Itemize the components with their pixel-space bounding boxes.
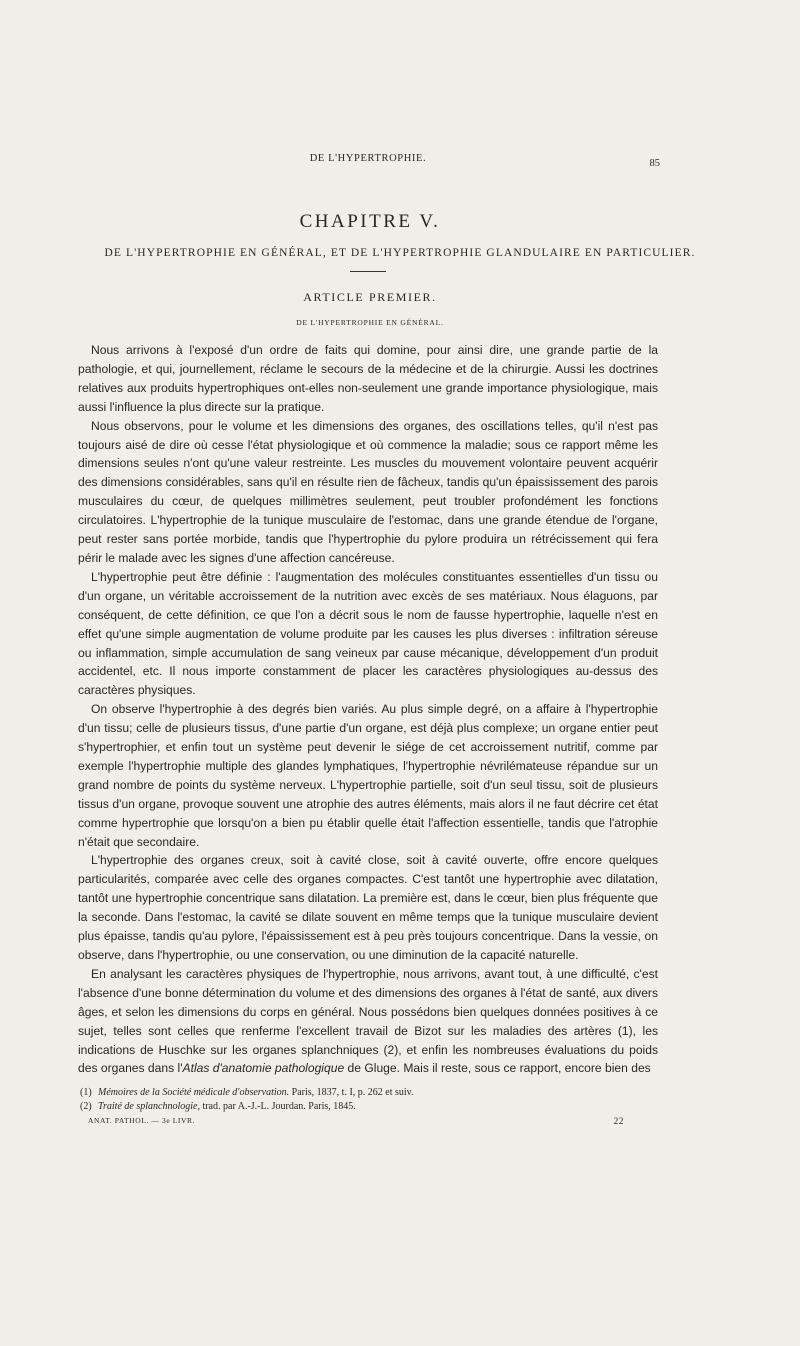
sheet-number: 22 bbox=[613, 1116, 624, 1126]
signature-label: ANAT. PATHOL. — 3e LIVR. bbox=[88, 1116, 196, 1125]
chapter-title: CHAPITRE V. bbox=[299, 211, 441, 232]
footnote-source: Traité de splanchnologie, bbox=[98, 1101, 200, 1112]
footnotes bbox=[80, 1086, 660, 1114]
footnote-number: (1) bbox=[80, 1087, 92, 1098]
footnote-1 bbox=[80, 1086, 660, 1100]
paragraph-6 bbox=[78, 965, 658, 1078]
paragraph-1: Nous arrivons à l'exposé d'un ordre de faits qui domine, pour ainsi dire, une grande partie de la pathologie, et qui, journellement, réclame le secours de la médecine et de la chirurgie. Aussi les doctrines relatives aux produits hypertrophiques ont-elles non-seulement une grande importance physiologique, mais aussi l'influence la plus directe sur la pratique. bbox=[78, 343, 658, 414]
paragraph-3: L'hypertrophie peut être définie : l'augmentation des molécules constituantes essentielles d'un tissu ou d'un organe, un véritable accroissement de la nutrition avec excès de ses matériaux. Nous élaguons, par conséquent, de cette définition, ce que l'on a décrit sous le nom de fausse hypertrophie, laquelle n'est en effet qu'une simple augmentation de volume produite par les causes les plus diverses : infiltration séreuse ou inflammation, simple accumulation de sang veineux par cause mécanique, développement d'un produit accidentel, etc. Il nous importe constamment de placer les caractères physiologiques au-dessus des caractères physiques. bbox=[78, 569, 658, 698]
footnote-detail: Paris, 1837, t. I, p. 262 et suiv. bbox=[289, 1087, 414, 1098]
paragraph-5: L'hypertrophie des organes creux, soit à cavité close, soit à cavité ouverte, offre encore quelques particularités, comparée avec celle des organes compactes. C'est tantôt une hypertrophie avec dilatation, tantôt une hypertrophie concentrique sans dilatation. La première est, dans le cœur, bien plus fréquente que la seconde. Dans l'estomac, la cavité se dilate souvent en même temps que la tunique musculaire devient plus épaisse, tandis qu'au pylore, l'épaississement est à peu près toujours concentrique. Dans la vessie, on observe, dans l'hypertrophie, ou une conservation, ou une diminution de la capacité naturelle. bbox=[78, 853, 658, 962]
chapter-subtitle: DE L'HYPERTROPHIE EN GÉNÉRAL, ET DE L'HYPERTROPHIE GLANDULAIRE EN PARTICULIER. bbox=[104, 247, 696, 259]
footnote-detail: trad. par A.-J.-L. Jourdan. Paris, 1845. bbox=[199, 1101, 356, 1112]
paragraph-2: Nous observons, pour le volume et les dimensions des organes, des oscillations telles, qu'il n'est pas toujours aisé de dire où cesse l'état physiologique et où commence la maladie; sous ce rapport même les dimensions seules n'ont qu'une valeur restreinte. Les muscles du mouvement volontaire peuvent acquérir des dimensions considérables, sans qu'il en résulte rien de fâcheux, tandis qu'un épaississement des parois musculaires du cœur, de quelques millimètres seulement, peut troubler profondément les fonctions circulatoires. L'hypertrophie de la tunique musculaire de l'estomac, dans une grande étendue de l'organe, peut rester sans portée morbide, tandis que l'hypertrophie du pylore produira un rétrécissement qui fera périr le malade avec les signes d'une affection cancéreuse. bbox=[78, 418, 658, 565]
footnote-2 bbox=[80, 1100, 660, 1114]
article-title: ARTICLE PREMIER. bbox=[303, 290, 437, 304]
atlas-title: Atlas d'anatomie pathologique bbox=[182, 1061, 345, 1076]
paragraph-6-text: En analysant les caractères physiques de l'hypertrophie, nous arrivons, avant tout, à une difficulté, c'est l'absence d'une bonne détermination du volume et des dimensions des organes à l'état de santé, aux divers âges, et selon les dimensions du corps en général. Nous possédons bien quelques données positives à ce sujet, telles sont celles que renferme l'excellent travail de Bizot sur les maladies des artères (1), les indications de Huschke sur les organes splanchniques (2), et enfin les nombreuses évaluations du poids des organes dans l' bbox=[78, 966, 658, 1076]
article-subtitle: DE L'HYPERTROPHIE EN GÉNÉRAL. bbox=[296, 318, 444, 327]
footnote-source: Mémoires de la Société médicale d'observation. bbox=[98, 1087, 290, 1098]
body-text bbox=[78, 341, 658, 1078]
running-head: DE L'HYPERTROPHIE. bbox=[309, 153, 427, 164]
printer-signature bbox=[88, 1116, 624, 1125]
section-divider bbox=[350, 271, 386, 272]
paragraph-4: On observe l'hypertrophie à des degrés bien variés. Au plus simple degré, on a affaire à l'hypertrophie d'un tissu; celle de plusieurs tissus, d'une partie d'un organe, est déjà plus complexe; un organe entier peut s'hypertrophier, et enfin tout un système peut devenir le siége de cet accroissement nutritif, comme par exemple l'hypertrophie multiple des glandes lymphatiques, l'hypertrophie névrilémateuse répandue sur un grand nombre de points du système nerveux. L'hypertrophie partielle, soit d'un seul tissu, soit de plusieurs tissus d'un organe, provoque souvent une atrophie des autres éléments, mais alors il ne faut décrire cet état comme hypertrophie que lorsqu'on a bien pu établir quelle était l'affection essentielle, tandis que l'atrophie n'était que secondaire. bbox=[78, 702, 658, 849]
footnote-number: (2) bbox=[80, 1101, 92, 1112]
page-number: 85 bbox=[649, 158, 660, 169]
paragraph-6-tail: de Gluge. Mais il reste, sous ce rapport, encore bien des bbox=[344, 1061, 651, 1076]
